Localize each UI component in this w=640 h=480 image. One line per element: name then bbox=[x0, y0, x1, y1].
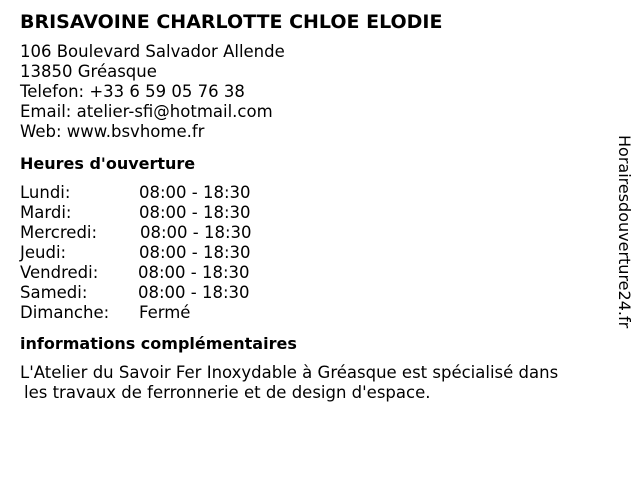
hours-row-monday bbox=[20, 183, 600, 203]
phone-number: Telefon: +33 6 59 05 76 38 bbox=[20, 82, 245, 101]
contact-block bbox=[20, 42, 600, 142]
day-hours: 08:00 - 18:30 bbox=[139, 243, 251, 262]
day-label: Mardi: bbox=[20, 203, 72, 222]
info-line-1: L'Atelier du Savoir Fer Inoxydable à Gréasque est spécialisé dans bbox=[20, 363, 559, 382]
day-label: Vendredi: bbox=[20, 263, 99, 282]
website: Web: www.bsvhome.fr bbox=[20, 122, 205, 141]
address-city: 13850 Gréasque bbox=[20, 62, 157, 81]
day-label: Lundi: bbox=[20, 183, 71, 202]
hours-row-tuesday bbox=[20, 203, 600, 223]
additional-info-text bbox=[20, 363, 600, 403]
day-hours: 08:00 - 18:30 bbox=[138, 263, 250, 282]
address-street: 106 Boulevard Salvador Allende bbox=[20, 42, 285, 61]
day-label: Dimanche: bbox=[20, 303, 110, 322]
day-hours: Fermé bbox=[139, 303, 191, 322]
business-name: BRISAVOINE CHARLOTTE CHLOE ELODIE bbox=[20, 11, 443, 33]
day-label: Mercredi: bbox=[20, 223, 98, 242]
hours-row-friday bbox=[20, 263, 600, 283]
day-hours: 08:00 - 18:30 bbox=[138, 283, 250, 302]
day-label: Jeudi: bbox=[20, 243, 67, 262]
additional-info-heading: informations complémentaires bbox=[20, 334, 297, 353]
info-line-2: les travaux de ferronnerie et de design d'espace. bbox=[24, 383, 431, 402]
day-hours: 08:00 - 18:30 bbox=[139, 183, 251, 202]
opening-hours-table bbox=[20, 183, 600, 323]
hours-row-thursday bbox=[20, 243, 600, 263]
day-hours: 08:00 - 18:30 bbox=[140, 223, 252, 242]
email-address: Email: atelier-sfi@hotmail.com bbox=[20, 102, 273, 121]
site-watermark: Horairesdouverture24.fr bbox=[615, 135, 634, 329]
business-card bbox=[20, 10, 600, 403]
day-label: Samedi: bbox=[20, 283, 88, 302]
day-hours: 08:00 - 18:30 bbox=[139, 203, 251, 222]
opening-hours-heading: Heures d'ouverture bbox=[20, 154, 196, 173]
hours-row-saturday bbox=[20, 283, 600, 303]
hours-row-sunday bbox=[20, 303, 600, 323]
hours-row-wednesday bbox=[20, 223, 600, 243]
